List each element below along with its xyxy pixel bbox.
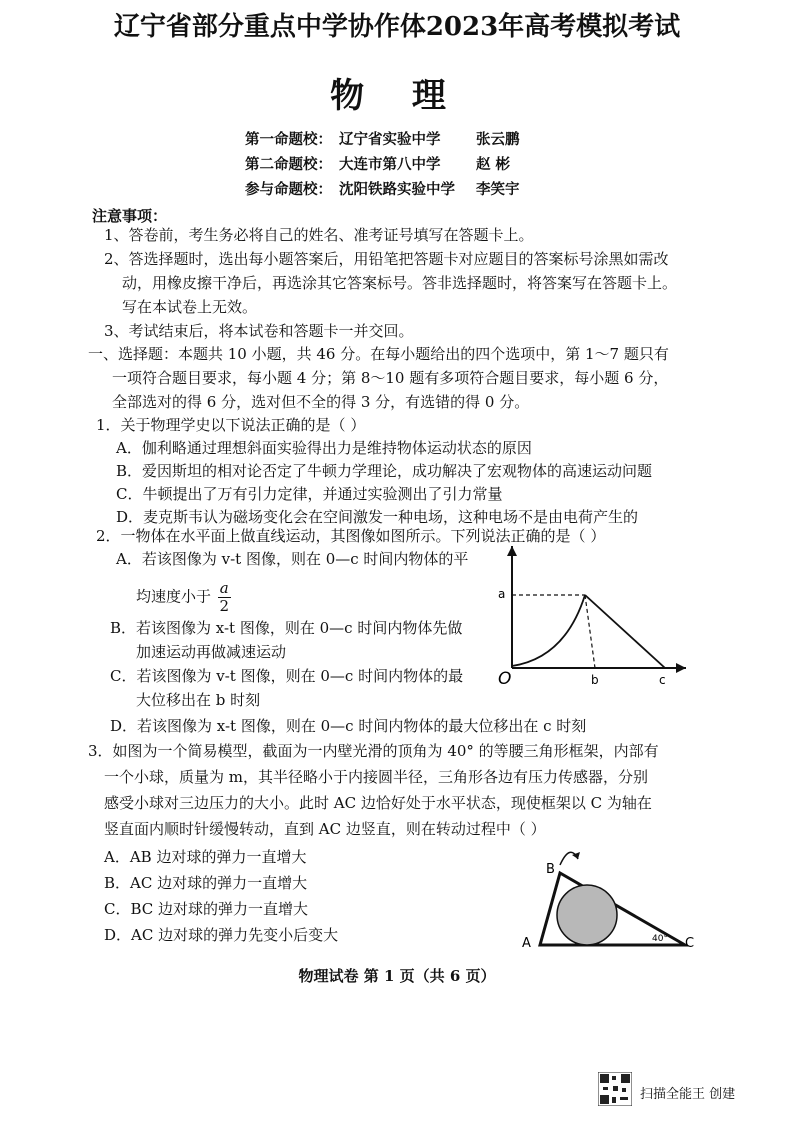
notice-heading: 注意事项：	[92, 207, 168, 225]
notice-line-5: 3、考试结束后，将本试卷和答题卡一并交回。	[104, 322, 414, 340]
credit-school-1: 辽宁省实验中学	[339, 131, 441, 148]
fraction-a-over-2	[218, 580, 231, 615]
section1-line-3: 全部选对的得 6 分，选对但不全的得 3 分，有选错的得 0 分。	[112, 393, 530, 411]
dashed-line-b	[585, 595, 595, 668]
q3-option-a: A．AB 边对球的弹力一直增大	[104, 848, 307, 866]
scanner-watermark: 扫描全能王 创建	[640, 1087, 736, 1102]
q2-option-c-line2: 大位移出在 b 时刻	[136, 691, 261, 709]
q2-stem: 2．一物体在水平面上做直线运动，其图像如图所示。下列说法正确的是（ ）	[96, 527, 606, 545]
credit-name-1: 张云鹏	[476, 131, 520, 148]
q2-graph	[490, 540, 690, 690]
q3-line-2: 一个小球，质量为 m，其半径略小于内接圆半径，三角形各边有压力传感器，分别	[104, 768, 648, 786]
graph-label-origin: O	[498, 669, 512, 689]
q2-option-a-line1: A．若该图像为 v-t 图像，则在 0—c 时间内物体的平	[116, 550, 469, 568]
x-axis-arrow	[676, 663, 686, 673]
graph-label-c: c	[659, 673, 666, 687]
label-c: C	[685, 936, 695, 951]
notice-line-2: 2、答选择题时，选出每小题答案后，用铅笔把答题卡对应题目的答案标号涂黑如需改	[104, 250, 669, 268]
exam-title: 辽宁省部分重点中学协作体2023年高考模拟考试	[113, 12, 681, 42]
angle-label: 40°	[652, 934, 668, 944]
credit-school-3: 沈阳铁路实验中学	[339, 181, 455, 198]
credit-role-3: 参与命题校：	[245, 181, 332, 198]
notice-line-3: 动，用橡皮擦干净后，再选涂其它答案标号。答非选择题时，将答案写在答题卡上。	[122, 274, 678, 292]
q3-line-3: 感受小球对三边压力的大小。此时 AC 边恰好处于水平状态，现使框架以 C 为轴在	[104, 794, 652, 812]
q1-option-a: A．伽利略通过理想斜面实验得出力是维持物体运动状态的原因	[116, 439, 532, 457]
label-a: A	[522, 936, 531, 951]
qr-code-icon	[598, 1072, 632, 1106]
credit-role-1: 第一命题校：	[245, 131, 332, 148]
falling-line	[585, 595, 665, 668]
q1-option-b: B．爱因斯坦的相对论否定了牛顿力学理论，成功解决了宏观物体的高速运动问题	[116, 462, 653, 480]
y-axis-arrow	[507, 546, 517, 556]
fraction-denominator: 2	[219, 597, 230, 615]
graph-label-a: a	[498, 587, 506, 601]
q1-option-c: C．牛顿提出了万有引力定律，并通过实验测出了引力常量	[116, 485, 503, 503]
q3-option-c: C．BC 边对球的弹力一直增大	[104, 900, 309, 918]
q3-line-4: 竖直面内顺时针缓慢转动，直到 AC 边竖直，则在转动过程中（ ）	[104, 820, 546, 838]
q3-line-1: 3．如图为一个简易模型，截面为一内壁光滑的顶角为 40° 的等腰三角形框架，内部有	[88, 742, 659, 760]
q1-option-d: D．麦克斯韦认为磁场变化会在空间激发一种电场，这种电场不是由电荷产生的	[116, 508, 639, 526]
page-footer: 物理试卷 第 1 页（共 6 页）	[298, 967, 496, 985]
subject-title: 物 理	[330, 76, 464, 116]
q2-option-a-text: 均速度小于	[136, 587, 212, 606]
ball	[557, 885, 617, 945]
credit-school-2: 大连市第八中学	[339, 156, 441, 173]
q3-option-b: B．AC 边对球的弹力一直增大	[104, 874, 308, 892]
credit-role-2: 第二命题校：	[245, 156, 332, 173]
credit-name-2: 赵 彬	[476, 156, 511, 173]
section1-line-1: 一、选择题：本题共 10 小题，共 46 分。在每小题给出的四个选项中，第 1～7 题只有	[88, 345, 669, 363]
q3-triangle-figure	[520, 835, 700, 955]
q2-option-d: D．若该图像为 x-t 图像，则在 0—c 时间内物体的最大位移出在 c 时刻	[110, 717, 587, 735]
rising-curve	[512, 595, 585, 666]
q1-stem: 1．关于物理学史以下说法正确的是（ ）	[96, 416, 366, 434]
fraction-numerator: a	[219, 579, 229, 597]
label-b: B	[546, 862, 555, 877]
section1-line-2: 一项符合题目要求，每小题 4 分；第 8～10 题有多项符合题目要求，每小题 6 分，	[112, 369, 669, 387]
q2-option-b-line2: 加速运动再做减速运动	[136, 643, 287, 661]
graph-label-b: b	[591, 673, 599, 687]
q3-option-d: D．AC 边对球的弹力先变小后变大	[104, 926, 339, 944]
credit-name-3: 李笑宇	[476, 181, 520, 198]
q2-option-c-line1: C．若该图像为 v-t 图像，则在 0—c 时间内物体的最	[110, 667, 464, 685]
notice-line-4: 写在本试卷上无效。	[122, 298, 258, 316]
notice-line-1: 1、答卷前，考生务必将自己的姓名、准考证号填写在答题卡上。	[104, 226, 534, 244]
q2-option-b-line1: B．若该图像为 x-t 图像，则在 0—c 时间内物体先做	[110, 619, 463, 637]
q2-option-a-line2	[136, 580, 231, 615]
